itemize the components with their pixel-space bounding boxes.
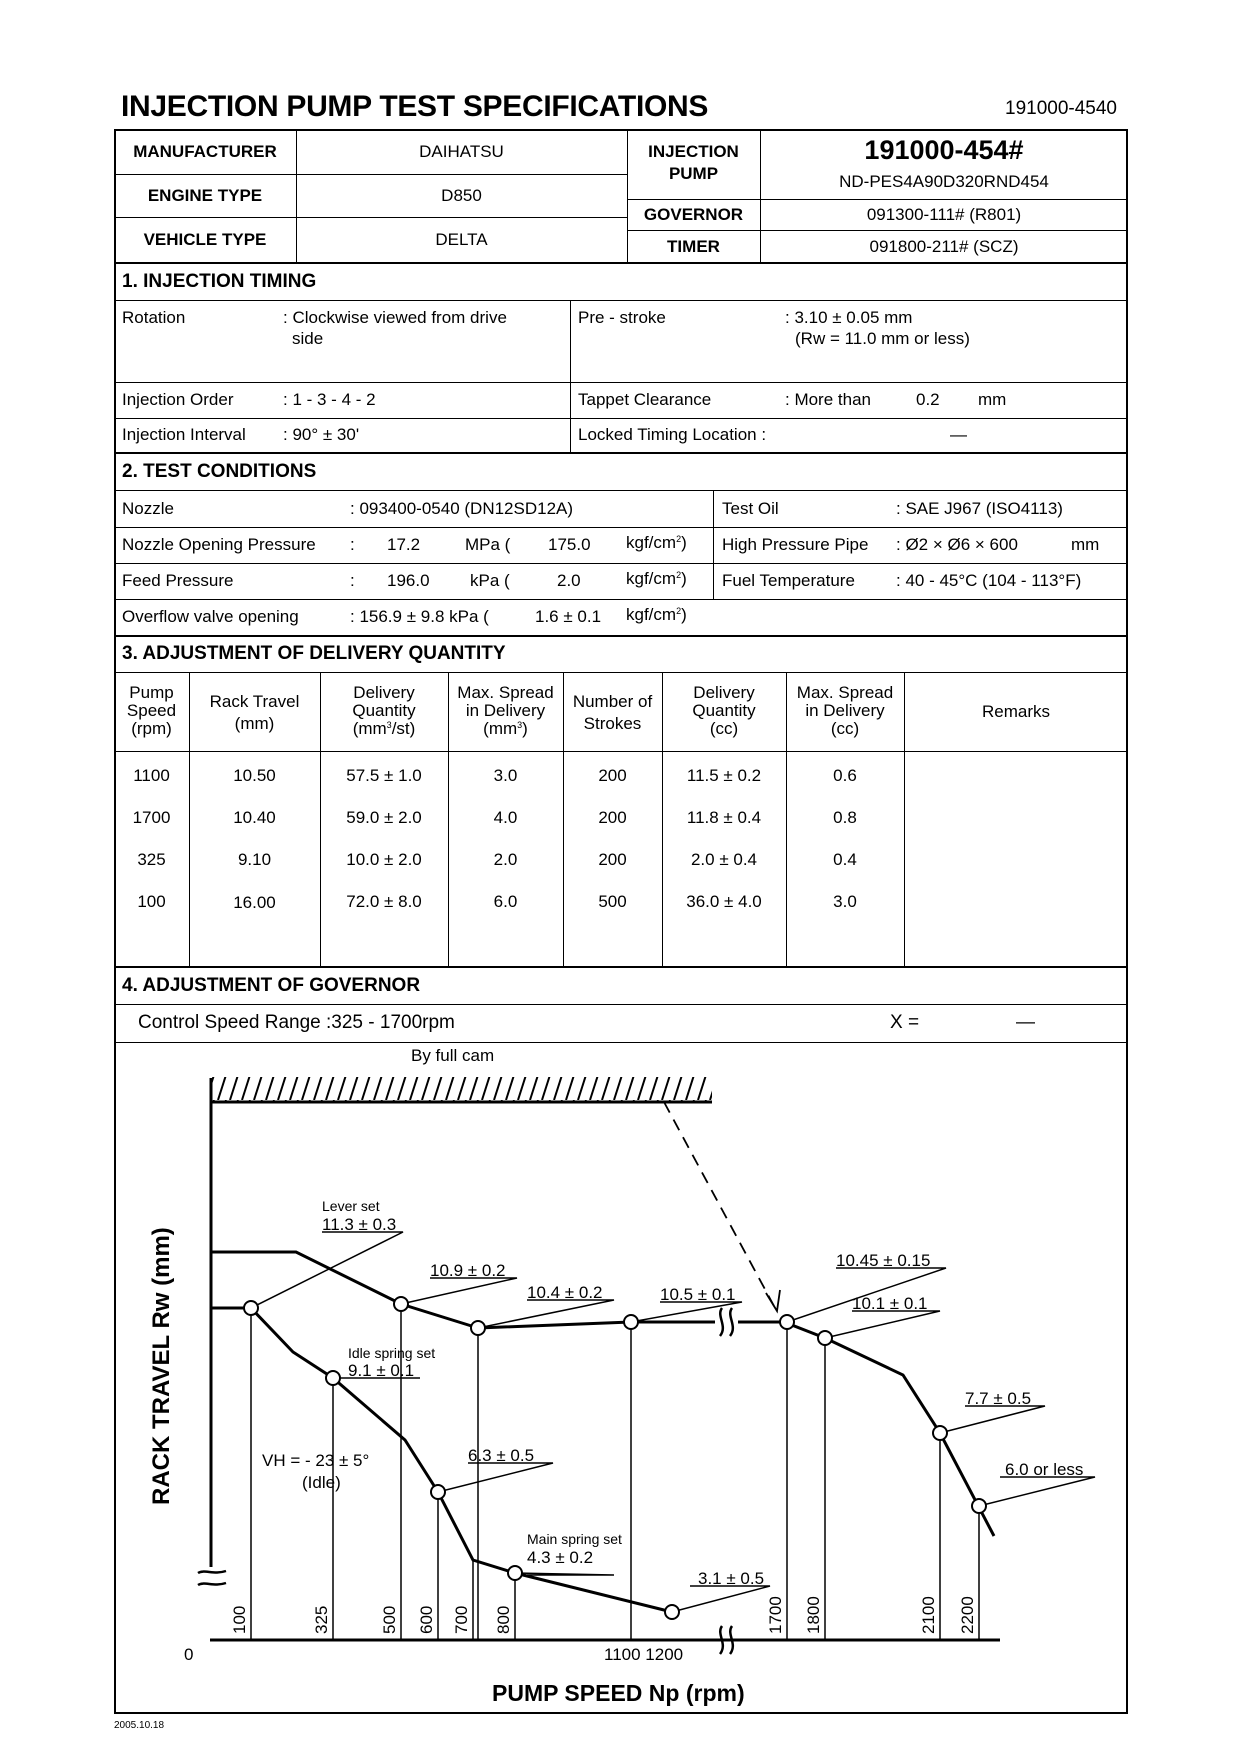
- speed-tick: 2100: [919, 1596, 938, 1634]
- x-axis-title: PUMP SPEED Np (rpm): [492, 1680, 745, 1706]
- injection-pump-label: PUMP: [668, 164, 719, 183]
- data-point: [780, 1315, 794, 1329]
- column-header-remarks: Remarks: [981, 702, 1050, 721]
- tappet-clearance-unit: mm: [978, 390, 1007, 409]
- point-label: 10.9 ± 0.2: [430, 1261, 506, 1280]
- speed-tick-bottom: 1100 1200: [604, 1645, 684, 1664]
- kpa-unit: kPa (: [470, 571, 510, 590]
- cell-strokes: 200: [598, 766, 627, 785]
- leader-line: [515, 1573, 614, 1575]
- x-value: —: [1016, 1012, 1035, 1033]
- x-label: X =: [890, 1012, 920, 1033]
- cell-spread-cc: 0.6: [833, 766, 857, 785]
- data-point: [972, 1499, 986, 1513]
- speed-tick: 700: [452, 1605, 471, 1634]
- point-label: 10.1 ± 0.1: [852, 1294, 928, 1313]
- footer-date: 2005.10.18: [114, 1720, 165, 1731]
- cell-speed: 1100: [133, 766, 170, 785]
- injection-order-value: : 1 - 3 - 4 - 2: [283, 390, 376, 409]
- curve-break-icon: [730, 1308, 733, 1336]
- column-header-delivery-cc: Delivery Quantity (cc): [692, 683, 756, 738]
- tappet-clearance-label: Tappet Clearance: [578, 390, 712, 409]
- leader-line: [401, 1278, 517, 1304]
- column-header-max-spread: Max. Spread in Delivery $(mm^3)$: [457, 683, 554, 738]
- prestroke-rw: (Rw = 11.0 mm or less): [795, 329, 970, 348]
- speed-tick: 100: [230, 1605, 249, 1634]
- point-label: 3.1 ± 0.5: [698, 1569, 765, 1588]
- high-pressure-pipe-value: : Ø2 × Ø6 × 600: [896, 535, 1018, 554]
- fuel-temperature-label: Fuel Temperature: [722, 571, 855, 590]
- speed-tick: 1800: [804, 1596, 823, 1634]
- timer-label: TIMER: [667, 237, 720, 256]
- tappet-clearance-value: 0.2: [916, 390, 940, 409]
- cell-spread: 4.0: [493, 808, 518, 827]
- cell-speed: 100: [137, 892, 166, 911]
- nozzle-label: Nozzle: [122, 499, 174, 518]
- section-governor: 4. ADJUSTMENT OF GOVERNOR: [122, 975, 421, 996]
- page-title: INJECTION PUMP TEST SPECIFICATIONS: [121, 90, 709, 123]
- idle-spring-label: Idle spring set: [348, 1345, 436, 1361]
- vh-idle-label: (Idle): [302, 1473, 341, 1492]
- section-test-conditions: 2. TEST CONDITIONS: [122, 461, 317, 482]
- overflow-valve-kgf: 1.6 ± 0.1: [535, 607, 602, 626]
- colon: :: [350, 535, 355, 554]
- cell-quantity: 10.0 ± 2.0: [346, 850, 422, 869]
- point-label: 10.5 ± 0.1: [660, 1285, 736, 1304]
- control-speed-range: Control Speed Range :325 - 1700rpm: [138, 1012, 455, 1033]
- cell-rack: 10.40: [233, 808, 276, 827]
- cell-spread-cc: 3.0: [833, 892, 857, 911]
- prestroke-label: Pre - stroke: [578, 308, 666, 327]
- column-header-spread-cc: Max. Spread in Delivery (cc): [796, 683, 894, 738]
- leader-line: [825, 1311, 940, 1338]
- full-cam-arrow: [664, 1102, 774, 1306]
- axis-break-icon: [198, 1571, 226, 1573]
- point-label: 10.4 ± 0.2: [527, 1283, 603, 1302]
- speed-tick: 800: [494, 1605, 513, 1634]
- injection-pump-label: INJECTION: [648, 142, 739, 161]
- main-spring-value: 4.3 ± 0.2: [527, 1548, 594, 1567]
- leader-line: [251, 1232, 403, 1308]
- data-point: [431, 1485, 445, 1499]
- idle-spring-value: 9.1 ± 0.1: [348, 1361, 415, 1380]
- overflow-valve-label: Overflow valve opening: [122, 607, 299, 626]
- column-header-pump-speed: Pump Speed (rpm): [126, 683, 177, 738]
- speed-tick: 600: [417, 1605, 436, 1634]
- rotation-value-cont: side: [292, 329, 324, 348]
- data-point: [244, 1301, 258, 1315]
- nozzle-opening-mpa: 17.2: [387, 535, 421, 554]
- cell-quantity: 57.5 ± 1.0: [346, 766, 422, 785]
- test-oil-label: Test Oil: [722, 499, 779, 518]
- cell-quantity-cc: 36.0 ± 4.0: [686, 892, 762, 911]
- kgf-unit: kgf/$cm^2$): [626, 569, 687, 588]
- cell-rack: 10.50: [233, 766, 276, 785]
- leader-line: [672, 1586, 770, 1612]
- kgf-unit: kgf/$cm^2$): [626, 533, 687, 552]
- nozzle-value: : 093400-0540 (DN12SD12A): [350, 499, 574, 518]
- point-label: 7.7 ± 0.5: [965, 1389, 1032, 1408]
- colon: :: [350, 571, 355, 590]
- lever-set-value: 11.3 ± 0.3: [322, 1215, 397, 1234]
- nozzle-opening-pressure-label: Nozzle Opening Pressure: [122, 535, 316, 554]
- high-pressure-pipe-unit: mm: [1071, 535, 1100, 554]
- cell-spread-cc: 0.8: [833, 808, 857, 827]
- cell-strokes: 500: [598, 892, 627, 911]
- data-point: [471, 1321, 485, 1335]
- cell-quantity: 59.0 ± 2.0: [346, 808, 422, 827]
- cell-rack: 16.00: [233, 893, 276, 912]
- speed-tick: 2200: [958, 1596, 977, 1634]
- section-delivery-quantity: 3. ADJUSTMENT OF DELIVERY QUANTITY: [122, 643, 506, 664]
- column-header-delivery-quantity: Delivery Quantity $(mm^3/st)$: [352, 683, 416, 738]
- leader-line: [940, 1406, 1045, 1433]
- injection-interval-label: Injection Interval: [122, 425, 246, 444]
- rotation-value: : Clockwise viewed from drive: [283, 308, 507, 327]
- injection-interval-value: : 90° ± 30': [283, 425, 360, 444]
- vehicle-type-value: DELTA: [435, 230, 488, 249]
- cell-quantity-cc: 11.8 ± 0.4: [686, 808, 762, 827]
- data-point: [508, 1566, 522, 1580]
- manufacturer-value: DAIHATSU: [419, 142, 504, 161]
- feed-pressure-kpa: 196.0: [387, 571, 430, 590]
- data-point: [933, 1426, 947, 1440]
- leader-line: [979, 1477, 1095, 1506]
- origin-label: 0: [184, 1645, 194, 1664]
- kgf-unit: kgf/$cm^2$): [626, 605, 687, 624]
- curve-break-icon: [720, 1308, 723, 1336]
- manufacturer-label: MANUFACTURER: [133, 142, 277, 161]
- nozzle-opening-kgf: 175.0: [548, 535, 591, 554]
- prestroke-value: : 3.10 ± 0.05 mm: [785, 308, 913, 327]
- cell-strokes: 200: [598, 850, 627, 869]
- cell-spread: 3.0: [493, 766, 518, 785]
- overflow-valve-kpa: : 156.9 ± 9.8 kPa (: [350, 607, 489, 626]
- speed-tick: 500: [380, 1605, 399, 1634]
- engine-type-value: D850: [441, 186, 482, 205]
- data-point: [818, 1331, 832, 1345]
- feed-pressure-kgf: 2.0: [557, 571, 581, 590]
- data-point: [624, 1315, 638, 1329]
- column-header-rack-travel: Rack Travel (mm): [209, 692, 300, 733]
- cell-spread-cc: 0.4: [833, 850, 857, 869]
- vh-label: VH = - 23 ± 5°: [262, 1451, 370, 1470]
- data-point: [326, 1371, 340, 1385]
- timer-value: 091800-211# (SCZ): [869, 237, 1019, 256]
- locked-timing-value: —: [950, 425, 967, 444]
- point-label: 10.45 ± 0.15: [836, 1251, 931, 1270]
- cell-strokes: 200: [598, 808, 627, 827]
- vehicle-type-label: VEHICLE TYPE: [143, 230, 267, 249]
- axis-break-icon: [198, 1583, 226, 1585]
- arrow-head-icon: [766, 1290, 780, 1311]
- cell-quantity-cc: 2.0 ± 0.4: [690, 850, 758, 869]
- governor-value: 091300-111# (R801): [866, 205, 1022, 224]
- fuel-temperature-value: : 40 - 45°C (104 - 113°F): [896, 571, 1082, 590]
- leader-line: [438, 1463, 553, 1492]
- governor-label: GOVERNOR: [643, 205, 744, 224]
- cell-speed: 325: [137, 850, 166, 869]
- cell-spread: 6.0: [493, 892, 518, 911]
- cell-quantity-cc: 11.5 ± 0.2: [686, 766, 762, 785]
- lever-set-label: Lever set: [322, 1198, 380, 1214]
- pump-model: ND-PES4A90D320RND454: [839, 172, 1049, 191]
- cell-rack: 9.10: [237, 850, 272, 869]
- locked-timing-label: Locked Timing Location :: [578, 425, 767, 444]
- data-point: [394, 1297, 408, 1311]
- tappet-clearance-prefix: : More than: [785, 390, 871, 409]
- section-injection-timing: 1. INJECTION TIMING: [122, 271, 317, 292]
- cell-quantity: 72.0 ± 8.0: [346, 892, 422, 911]
- mpa-unit: MPa (: [465, 535, 511, 554]
- feed-pressure-label: Feed Pressure: [122, 571, 234, 590]
- pump-number: 191000-454#: [864, 135, 1024, 165]
- injection-order-label: Injection Order: [122, 390, 234, 409]
- curve-rack-full: [478, 1322, 715, 1328]
- test-oil-value: : SAE J967 (ISO4113): [896, 499, 1063, 518]
- main-spring-label: Main spring set: [527, 1531, 622, 1547]
- point-label: 6.0 or less: [1005, 1460, 1084, 1479]
- cell-spread: 2.0: [493, 850, 518, 869]
- high-pressure-pipe-label: High Pressure Pipe: [722, 535, 869, 554]
- speed-tick: 1700: [766, 1596, 785, 1634]
- column-header-strokes: Number of Strokes: [572, 692, 653, 733]
- by-full-cam-label: By full cam: [411, 1046, 495, 1065]
- document-number: 191000-4540: [1005, 98, 1117, 119]
- speed-tick: 325: [312, 1605, 331, 1634]
- point-label: 6.3 ± 0.5: [468, 1446, 535, 1465]
- data-point: [665, 1605, 679, 1619]
- leader-line: [631, 1302, 742, 1322]
- rotation-label: Rotation: [122, 308, 186, 327]
- cell-speed: 1700: [132, 808, 171, 827]
- engine-type-label: ENGINE TYPE: [147, 186, 263, 205]
- full-cam-stop-hatch: [212, 1077, 712, 1102]
- y-axis-title: RACK TRAVEL Rw (mm): [148, 1227, 175, 1505]
